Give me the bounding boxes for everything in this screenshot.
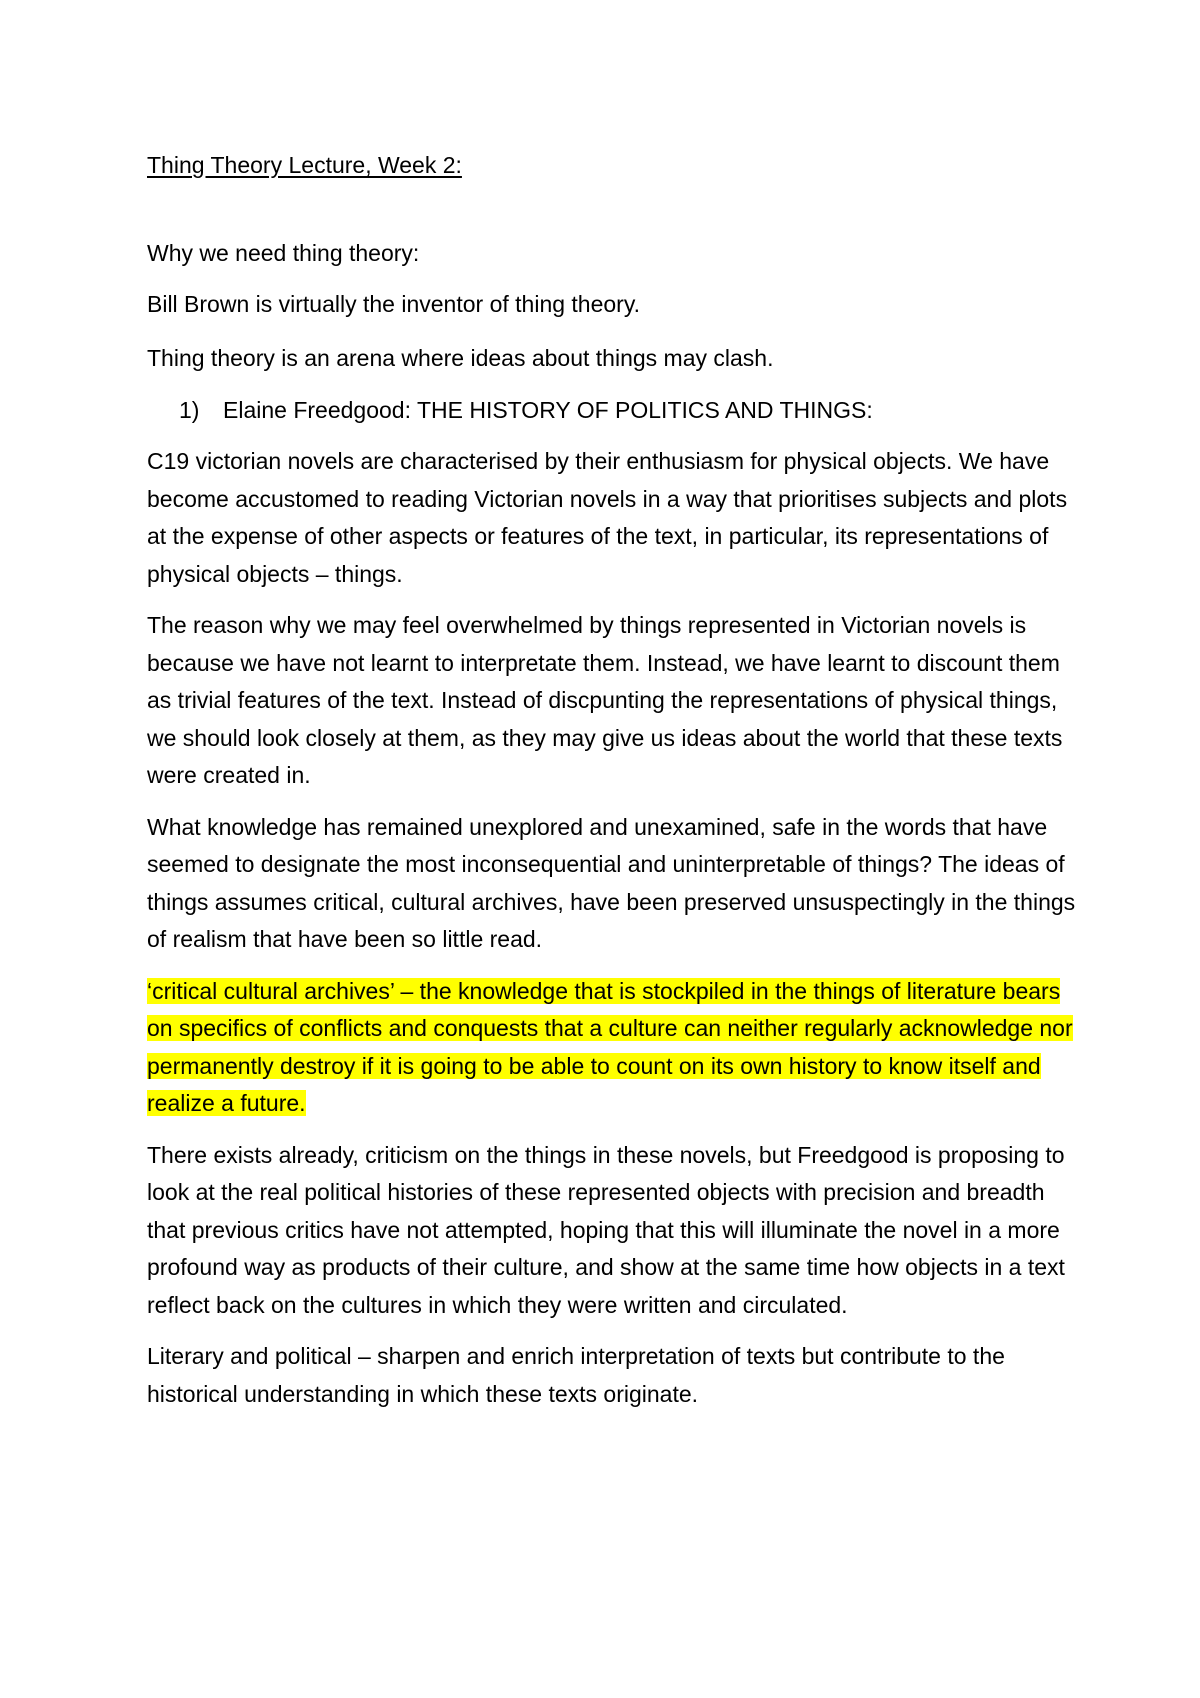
paragraph-victorian-objects: C19 victorian novels are characterised by their enthusiasm for physical objects. We have become accustomed to reading Victorian novels in a way that prioritises subjects and plots at the expense of other aspects or features of the text, in particular, its representations of physical objects – things. [147, 448, 1068, 587]
paragraph-freedgood-proposal: There exists already, criticism on the things in these novels, but Freedgood is proposing to look at the real political histories of these represented objects with precision and breadth that previous critics have not attempted, hoping that this will illuminate the novel in a more profound way as products of their culture, and show at the same time how objects in a text reflect back on the cultures in which they were written and circulated. [147, 1141, 1065, 1318]
section-heading: Why we need thing theory: [147, 240, 420, 266]
list-item-text: Elaine Freedgood: THE HISTORY OF POLITICS AND THINGS: [223, 397, 873, 423]
document-body [147, 148, 1077, 1413]
intro-line-1: Bill Brown is virtually the inventor of thing theory. [147, 291, 641, 317]
document-title: Thing Theory Lecture, Week 2: [147, 152, 462, 178]
paragraph-literary-political: Literary and political – sharpen and enrich interpretation of texts but contribute to the historical understanding in which these texts originate. [147, 1343, 1005, 1407]
highlighted-text: ‘critical cultural archives’ – the knowledge that is stockpiled in the things of literature bears on specifics of conflicts and conquests that a culture can neither regularly acknowledge nor permanently destroy if it is going to be able to count on its own history to know itself and realize a future. [147, 977, 1073, 1116]
numbered-list-item [147, 393, 1077, 427]
list-number: 1) [179, 397, 200, 423]
intro-line-2: Thing theory is an arena where ideas about things may clash. [147, 344, 774, 371]
paragraph-unexplored-knowledge: What knowledge has remained unexplored and unexamined, safe in the words that have seemed to designate the most inconsequential and uninterpretable of things? The ideas of things assumes critical, cultural archives, have been preserved unsuspectingly in the things of realism that have been so little read. [147, 813, 1076, 952]
paragraph-overwhelmed-by-things: The reason why we may feel overwhelmed by things represented in Victorian novels is because we have not learnt to interpretate them. Instead, we have learnt to discount them as trivial features of the text. Instead of discpunting the representations of physical things, we should look closely at them, as they may give us ideas about the world that these texts were created in. [147, 612, 1063, 788]
highlighted-paragraph [147, 973, 1077, 1123]
